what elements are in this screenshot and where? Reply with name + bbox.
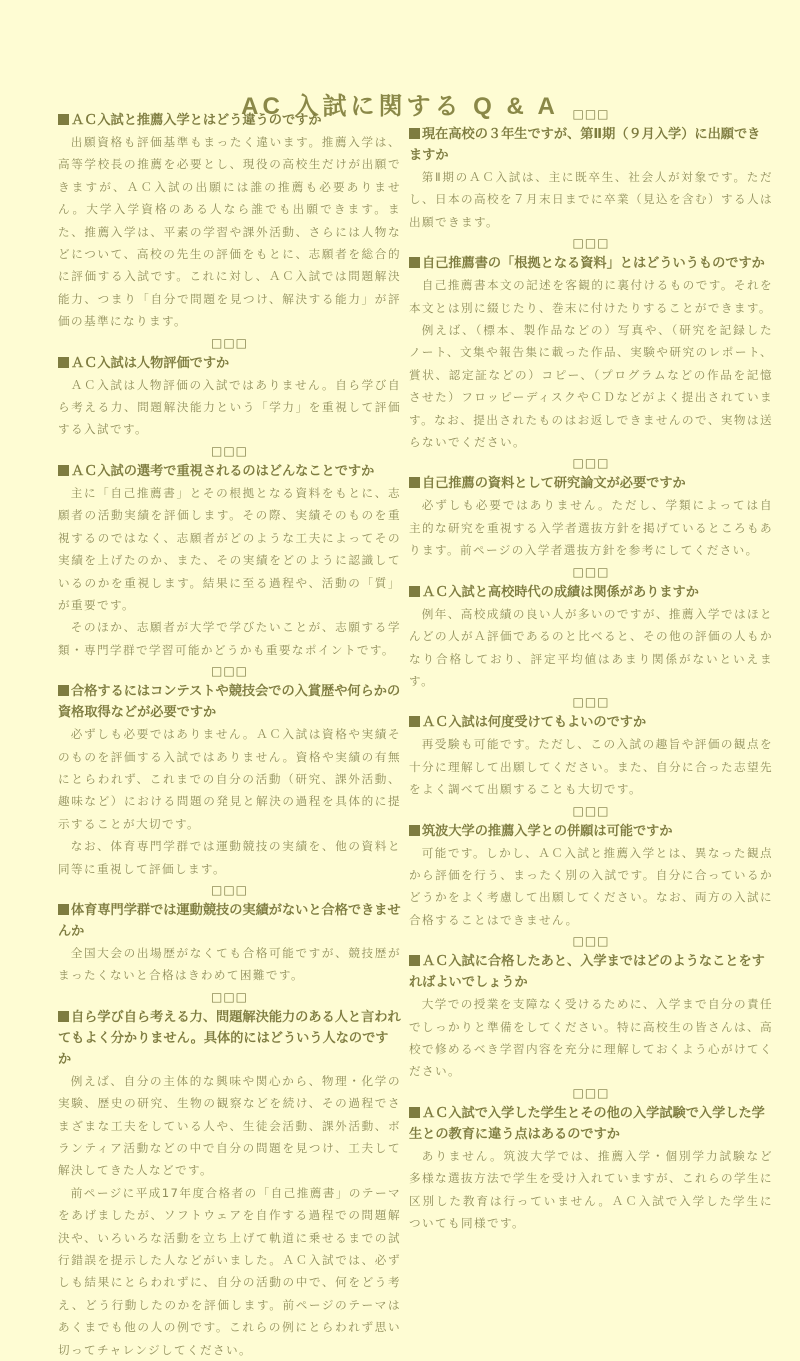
question-text: ＡＣ入試の選考で重視されるのはどんなことですか — [71, 463, 375, 479]
section-separator: □□□ — [572, 107, 610, 121]
qa-section — [409, 931, 773, 1083]
square-bullet-icon — [409, 477, 420, 488]
question-heading — [58, 461, 401, 482]
square-bullet-icon — [409, 586, 420, 597]
section-separator: □□□ — [210, 664, 248, 679]
question-text: ＡＣ入試に合格したあと、入学まではどのようなことをすればよいでしょうか — [409, 954, 765, 991]
square-bullet-icon — [58, 357, 69, 368]
question-text: ＡＣ入試と高校時代の成績は関係がありますか — [422, 584, 699, 600]
answer-paragraph: 再受験も可能です。ただし、この入試の趣旨や評価の観点を十分に理解して出願してください。また、自分に合った志望先をよく調べて出願することも大切です。 — [409, 737, 773, 797]
section-separator: □□□ — [572, 456, 610, 471]
answer-paragraph: そのほか、志願者が大学で学びたいことが、志願する学類・専門学群で学習可能かどうかも重要なポイントです。 — [58, 620, 401, 657]
question-heading — [409, 712, 773, 733]
answer-paragraph: 自己推薦書本文の記述を客観的に裏付けるものです。それを本文とは別に綴じたり、巻末に付けたりすることができます。 — [409, 278, 773, 315]
question-heading — [58, 353, 401, 374]
square-bullet-icon — [58, 685, 69, 696]
question-text: 現在高校の３年生ですが、第Ⅱ期（９月入学）に出願できますか — [409, 127, 761, 163]
qa-section — [58, 661, 401, 880]
section-separator: □□□ — [572, 1085, 610, 1100]
question-heading — [409, 1103, 773, 1145]
qa-section — [409, 1083, 773, 1235]
qa-section — [409, 104, 773, 233]
answer-paragraph: 可能です。しかし、ＡＣ入試と推薦入学とは、異なった観点から評価を行う、まったく別の入試です。自分に合っているかどうかをよく考慮して出願してください。なお、両方の入試に合格することはできません。 — [409, 845, 773, 927]
question-heading — [409, 124, 773, 166]
section-separator: □□□ — [572, 695, 610, 710]
answer-paragraph: 第Ⅱ期のＡＣ入試は、主に既卒生、社会人が対象です。ただし、日本の高校を７月末日までに卒業（見込を含む）する人は出願できます。 — [409, 170, 773, 229]
square-bullet-icon — [409, 955, 420, 966]
qa-section — [409, 453, 773, 561]
question-text: ＡＣ入試と推薦入学とはどう違うのですか — [71, 113, 322, 128]
question-text: 合格するにはコンテストや競技会での入賞歴や何らかの資格取得などが必要ですか — [58, 684, 401, 721]
square-bullet-icon — [409, 257, 420, 268]
qa-section — [409, 692, 773, 800]
square-bullet-icon — [409, 1107, 420, 1118]
question-heading — [58, 681, 401, 723]
section-separator: □□□ — [572, 803, 610, 818]
qa-section — [409, 233, 773, 453]
question-heading — [409, 253, 773, 274]
question-heading — [409, 821, 773, 842]
question-text: ＡＣ入試で入学した学生とその他の入学試験で入学した学生との教育に違う点はあるのですか — [409, 1105, 765, 1142]
right-column — [409, 104, 773, 1234]
section-separator: □□□ — [572, 236, 610, 251]
question-heading — [409, 582, 773, 603]
answer-paragraph: ありません。筑波大学では、推薦入学・個別学力試験など多様な選抜方法で学生を受け入れていますが、これらの学生に区別した教育は行っていません。ＡＣ入試で入学した学生についても同様です。 — [409, 1148, 773, 1230]
section-separator: □□□ — [572, 564, 610, 579]
answer-paragraph: なお、体育専門学群では運動競技の実績を、他の資料と同等に重視して評価します。 — [58, 839, 401, 876]
question-text: 自己推薦の資料として研究論文が必要ですか — [422, 476, 686, 492]
square-bullet-icon — [58, 465, 69, 476]
qa-section — [409, 801, 773, 932]
qa-section — [58, 441, 401, 661]
question-text: 筑波大学の推薦入学との併願は可能ですか — [422, 823, 673, 839]
page-title: AC 入試に関する Q & A — [241, 93, 559, 121]
section-separator: □□□ — [210, 882, 248, 897]
question-heading — [409, 473, 773, 494]
qa-section — [58, 987, 401, 1361]
answer-paragraph: 全国大会の出場歴がなくても合格可能ですが、競技歴がまったくないと合格はきわめて困難です。 — [58, 945, 401, 983]
question-text: 自己推薦書の「根拠となる資料」とはどういうものですか — [422, 256, 765, 272]
qa-section — [409, 562, 773, 693]
question-text: ＡＣ入試は人物評価ですか — [71, 355, 230, 371]
question-text: ＡＣ入試は何度受けてもよいのですか — [422, 715, 647, 731]
question-heading — [409, 951, 773, 993]
section-separator: □□□ — [210, 443, 248, 458]
answer-paragraph: ＡＣ入試は人物評価の入試ではありません。自ら学び自ら考える力、問題解決能力という「学力」を重視して評価する入試です。 — [58, 377, 401, 437]
answer-paragraph: 必ずしも必要ではありません。ＡＣ入試は資格や実績そのものを評価する入試ではありません。資格や実績の有無にとらわれず、これまでの自分の活動（研究、課外活動、趣味など）における問題の発見と解決の過程を具体的に提示することが大切です。 — [58, 727, 401, 831]
question-heading — [58, 110, 401, 131]
square-bullet-icon — [409, 128, 420, 139]
answer-paragraph: 例年、高校成績の良い人が多いのですが、推薦入学ではほとんどの人がＡ評価であるのと比べると、その他の評価の人もかなり合格しており、評定平均値はあまり関係がないといえます。 — [409, 606, 773, 688]
section-separator: □□□ — [210, 989, 248, 1004]
section-separator: □□□ — [572, 934, 610, 949]
question-heading — [58, 900, 401, 942]
answer-paragraph: 例えば、自分の主体的な興味や関心から、物理・化学の実験、歴史の研究、生物の観察などを続け、その過程でさまざまな工夫をしている人や、生徒会活動、課外活動、ボランティア活動などの中で自分の問題を見つけ、工夫して解決してきた人などです。 — [58, 1073, 401, 1178]
answer-paragraph: 出願資格も評価基準もまったく違います。推薦入学は、高等学校長の推薦を必要とし、現役の高校生だけが出願できますが、ＡＣ入試の出願には誰の推薦も必要ありません。大学入学資格のある人なら誰でも出願できます。また、推薦入学は、平素の学習や課外活動、さらには人物などについて、高校の先生の評価をもとに、志願者を総合的に評価する入試です。これに対し、ＡＣ入試では問題解決能力、つまり「自分で問題を見つけ、解決する能力」が評価の基準になります。 — [58, 135, 401, 329]
qa-section — [58, 333, 401, 441]
square-bullet-icon — [58, 904, 69, 915]
qa-section — [58, 880, 401, 987]
answer-paragraph: 必ずしも必要ではありません。ただし、学類によっては自主的な研究を重視する入学者選抜方針を掲げているところもあります。前ページの入学者選抜方針を参考にしてください。 — [409, 498, 773, 558]
square-bullet-icon — [58, 114, 69, 125]
qa-section — [58, 110, 401, 333]
square-bullet-icon — [58, 1011, 69, 1022]
square-bullet-icon — [409, 716, 420, 727]
answer-paragraph: 例えば、（標本、製作品などの）写真や、（研究を記録したノート、文集や報告集に載った作品、実験や研究のレポート、賞状、認定証などの）コピー、（プログラムなどの作品を記憶させた）フロッピーディスクやＣＤなどがよく提出されています。なお、提出されたものはお返しできませんので、実物は送らないでください。 — [409, 323, 773, 450]
answer-paragraph: 前ページに平成17年度合格者の「自己推薦書」のテーマをあげましたが、ソフトウェアを自作する過程での問題解決や、いろいろな活動を立ち上げて軌道に乗せるまでの試行錯誤を提示した人などがいました。ＡＣ入試では、必ずしも結果にとらわれずに、自分の活動の中で、何をどう考え、どう行動したのかを評価します。前ページのテーマはあくまでも他の人の例です。これらの例にとらわれず思い切ってチャレンジしてください。 — [58, 1185, 401, 1357]
question-text: 体育専門学群では運動競技の実績がないと合格できませんか — [58, 902, 401, 939]
answer-paragraph: 主に「自己推薦書」とその根拠となる資料をもとに、志願者の活動実績を評価します。その際、実績そのものを重視するのではなく、志願者がどのような工夫によってその実績を上げたのか、また、その実績をどのように認識しているのかを重視します。結果に至る過程や、活動の「質」が重要です。 — [58, 485, 401, 612]
answer-paragraph: 大学での授業を支障なく受けるために、入学まで自分の責任でしっかりと準備をしてください。特に高校生の皆さんは、高校で修めるべき学習内容を充分に理解しておくよう心がけてください。 — [409, 997, 773, 1079]
square-bullet-icon — [409, 825, 420, 836]
question-text: 自ら学び自ら考える力、問題解決能力のある人と言われてもよく分かりません。具体的にはどういう人なのですか — [58, 1009, 401, 1067]
question-heading — [58, 1007, 401, 1070]
section-separator: □□□ — [210, 335, 248, 350]
left-column — [58, 104, 401, 1361]
